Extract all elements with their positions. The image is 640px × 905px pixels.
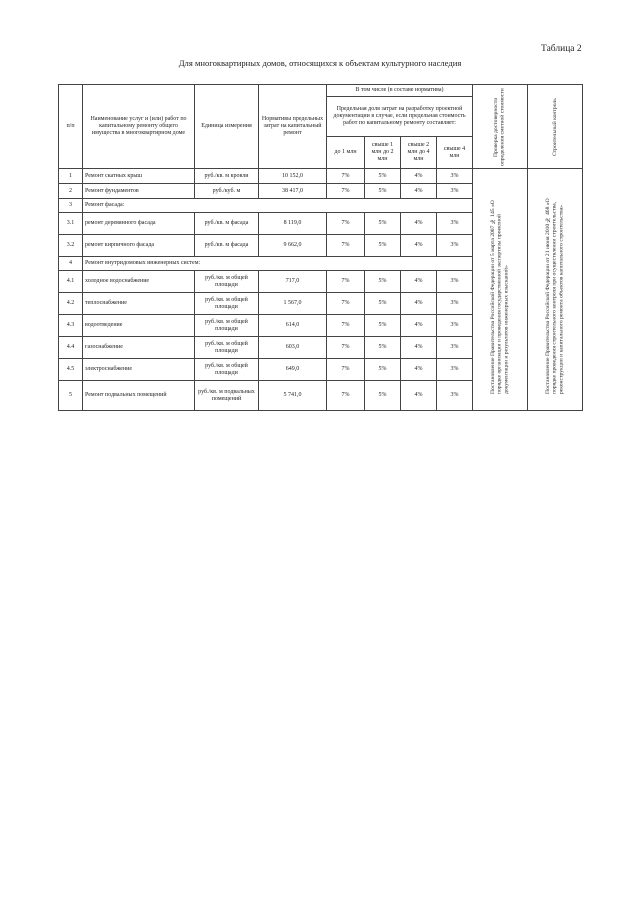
table-row bbox=[59, 169, 583, 184]
row-pct-2: 5% bbox=[365, 271, 401, 293]
row-unit: руб./кв. м общей площади bbox=[195, 337, 259, 359]
control-note: Постановление Правительства Российской Федерации от 21 июня 2010 № 468 «О порядке проведения строительного контроля при осуществлении строительства, реконструкции и капитального ремонта объектов капитального строительства» bbox=[544, 197, 565, 394]
header-check bbox=[473, 85, 528, 169]
norms-table bbox=[58, 84, 583, 411]
row-pct-3: 4% bbox=[401, 184, 437, 199]
section-title: Ремонт фасада: bbox=[83, 199, 473, 213]
row-num: 4 bbox=[59, 257, 83, 271]
row-num: 3 bbox=[59, 199, 83, 213]
check-note: Постановление Правительства Российской Федерации от 5 марта 2007 № 145 «О порядке организации и проведения государственной экспертизы проектной документации и результатов инженерных изысканий» bbox=[489, 199, 510, 394]
header-range-3: свыше 2 млн до 4 млн bbox=[401, 137, 437, 169]
row-num: 1 bbox=[59, 169, 83, 184]
row-pct-3: 4% bbox=[401, 315, 437, 337]
row-name: Ремонт подвальных помещений bbox=[83, 381, 195, 411]
row-pct-3: 4% bbox=[401, 293, 437, 315]
row-num: 3.1 bbox=[59, 213, 83, 235]
row-pct-4: 3% bbox=[437, 337, 473, 359]
row-pct-3: 4% bbox=[401, 213, 437, 235]
header-num: п/п bbox=[59, 85, 83, 169]
row-name: холодное водоснабжение bbox=[83, 271, 195, 293]
row-name: ремонт кирпичного фасада bbox=[83, 235, 195, 257]
header-range-1: до 1 млн bbox=[327, 137, 365, 169]
row-pct-3: 4% bbox=[401, 169, 437, 184]
header-range-4: свыше 4 млн bbox=[437, 137, 473, 169]
row-num: 2 bbox=[59, 184, 83, 199]
row-num: 4.2 bbox=[59, 293, 83, 315]
page-title: Для многоквартирных домов, относящихся к объектам культурного наследия bbox=[178, 58, 462, 68]
row-pct-2: 5% bbox=[365, 293, 401, 315]
row-num: 4.3 bbox=[59, 315, 83, 337]
row-unit: руб./кв. м общей площади bbox=[195, 359, 259, 381]
row-norm: 8 119,0 bbox=[259, 213, 327, 235]
row-num: 4.4 bbox=[59, 337, 83, 359]
row-pct-2: 5% bbox=[365, 315, 401, 337]
row-norm: 1 567,0 bbox=[259, 293, 327, 315]
row-unit: руб./кв. м общей площади bbox=[195, 315, 259, 337]
row-pct-3: 4% bbox=[401, 337, 437, 359]
row-norm: 5 741,0 bbox=[259, 381, 327, 411]
row-unit: руб./кв. м общей площади bbox=[195, 271, 259, 293]
row-pct-3: 4% bbox=[401, 359, 437, 381]
row-pct-4: 3% bbox=[437, 359, 473, 381]
row-pct-1: 7% bbox=[327, 315, 365, 337]
row-pct-2: 5% bbox=[365, 235, 401, 257]
header-norm: Нормативы предельных затрат на капитальный ремонт bbox=[259, 85, 327, 169]
row-pct-4: 3% bbox=[437, 271, 473, 293]
row-name: Ремонт фундаментов bbox=[83, 184, 195, 199]
row-pct-4: 3% bbox=[437, 315, 473, 337]
control-note-cell bbox=[528, 169, 583, 411]
row-pct-4: 3% bbox=[437, 213, 473, 235]
row-pct-2: 5% bbox=[365, 213, 401, 235]
row-unit: руб./кв. м фасада bbox=[195, 213, 259, 235]
row-pct-1: 7% bbox=[327, 169, 365, 184]
row-unit: руб./куб. м bbox=[195, 184, 259, 199]
row-pct-4: 3% bbox=[437, 381, 473, 411]
row-unit: руб./кв. м кровли bbox=[195, 169, 259, 184]
row-name: водоотведение bbox=[83, 315, 195, 337]
row-pct-3: 4% bbox=[401, 235, 437, 257]
header-unit: Единица измерения bbox=[195, 85, 259, 169]
row-pct-2: 5% bbox=[365, 359, 401, 381]
row-pct-1: 7% bbox=[327, 184, 365, 199]
header-control bbox=[528, 85, 583, 169]
row-pct-1: 7% bbox=[327, 235, 365, 257]
row-pct-1: 7% bbox=[327, 293, 365, 315]
header-name: Наименование услуг и (или) работ по капитальному ремонту общего имущества в многоквартирном доме bbox=[83, 85, 195, 169]
row-pct-1: 7% bbox=[327, 381, 365, 411]
header-check-text: Проверка достоверности определения сметной стоимости bbox=[493, 87, 507, 166]
row-num: 5 bbox=[59, 381, 83, 411]
row-unit: руб./кв. м общей площади bbox=[195, 293, 259, 315]
row-pct-2: 5% bbox=[365, 184, 401, 199]
header-range-2: свыше 1 млн до 2 млн bbox=[365, 137, 401, 169]
row-unit: руб./кв. м подвальных помещений bbox=[195, 381, 259, 411]
row-name: Ремонт скатных крыш bbox=[83, 169, 195, 184]
row-pct-3: 4% bbox=[401, 381, 437, 411]
row-pct-3: 4% bbox=[401, 271, 437, 293]
row-name: теплоснабжение bbox=[83, 293, 195, 315]
header-incl: В том числе (в составе норматива) bbox=[327, 85, 473, 97]
row-norm: 38 417,0 bbox=[259, 184, 327, 199]
row-unit: руб./кв. м фасада bbox=[195, 235, 259, 257]
row-pct-4: 3% bbox=[437, 169, 473, 184]
row-norm: 717,0 bbox=[259, 271, 327, 293]
row-name: газоснабжение bbox=[83, 337, 195, 359]
row-pct-4: 3% bbox=[437, 235, 473, 257]
section-title: Ремонт внутридомовых инженерных систем: bbox=[83, 257, 473, 271]
header-control-text: Строительный контроль bbox=[551, 97, 558, 156]
row-num: 3.2 bbox=[59, 235, 83, 257]
row-num: 4.5 bbox=[59, 359, 83, 381]
row-pct-1: 7% bbox=[327, 213, 365, 235]
table-label: Таблица 2 bbox=[541, 44, 582, 54]
row-pct-2: 5% bbox=[365, 337, 401, 359]
row-norm: 10 152,0 bbox=[259, 169, 327, 184]
row-norm: 614,0 bbox=[259, 315, 327, 337]
row-norm: 649,0 bbox=[259, 359, 327, 381]
row-norm: 603,0 bbox=[259, 337, 327, 359]
row-pct-1: 7% bbox=[327, 359, 365, 381]
row-pct-2: 5% bbox=[365, 381, 401, 411]
row-name: ремонт деревянного фасада bbox=[83, 213, 195, 235]
row-pct-1: 7% bbox=[327, 271, 365, 293]
header-share: Предельная доля затрат на разработку проектной документации в случае, если предельная стоимость работ по капитальному ремонту составляет: bbox=[327, 97, 473, 137]
row-norm: 9 662,0 bbox=[259, 235, 327, 257]
row-num: 4.1 bbox=[59, 271, 83, 293]
row-pct-4: 3% bbox=[437, 184, 473, 199]
row-pct-4: 3% bbox=[437, 293, 473, 315]
row-name: электроснабжение bbox=[83, 359, 195, 381]
check-note-cell bbox=[473, 169, 528, 411]
row-pct-1: 7% bbox=[327, 337, 365, 359]
row-pct-2: 5% bbox=[365, 169, 401, 184]
